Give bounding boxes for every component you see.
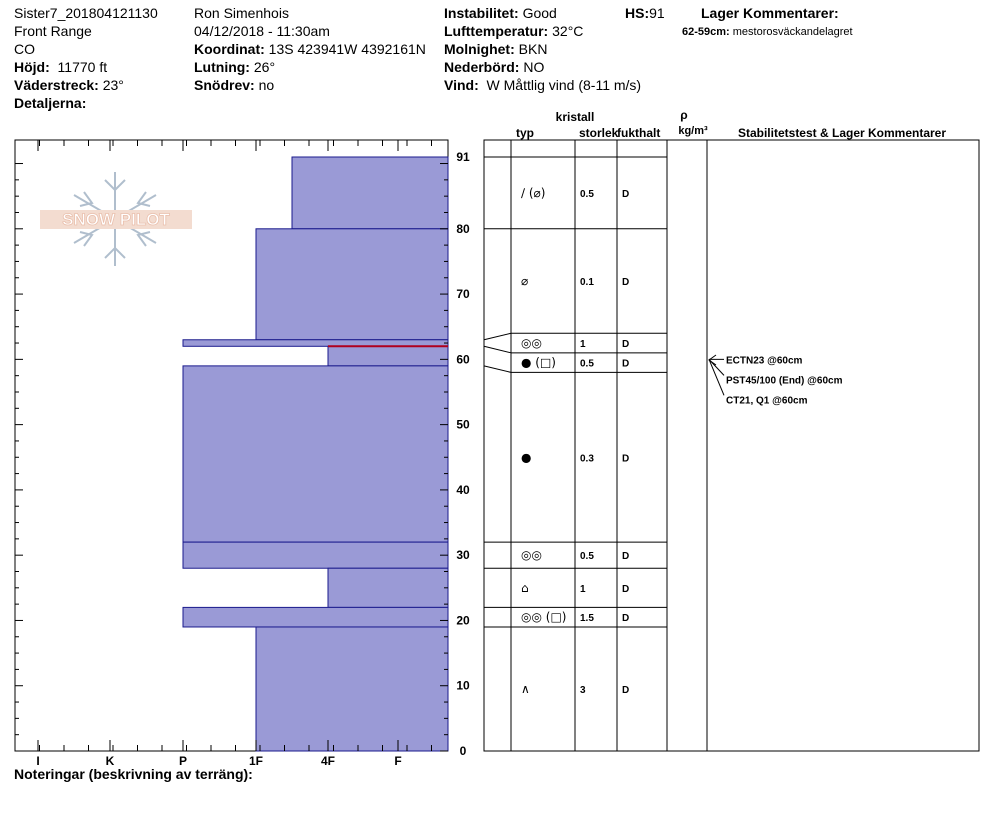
hardness-layers (183, 157, 448, 751)
crystal-size-value: 0.1 (580, 277, 594, 289)
hardness-tick-label: K (105, 754, 115, 768)
moisture-value: D (622, 339, 630, 351)
depth-tick-label: 70 (456, 287, 470, 302)
pit-name: Sister7_201804121130 (14, 5, 158, 21)
crystal-size-value: 1 (580, 339, 586, 351)
depth-tick-label: 60 (456, 352, 470, 367)
depth-axis-labels (456, 150, 470, 758)
header-size: storlek (579, 126, 619, 140)
crystal-size-value: 1 (580, 583, 586, 595)
stability-row: Instabilitet: Good (444, 5, 557, 21)
sky-row: Molnighet: BKN (444, 41, 548, 57)
hardness-tick-label: 4F (320, 754, 336, 768)
hardness-layer-bar (256, 627, 448, 751)
aspect-row: Väderstreck: 23° (14, 77, 124, 93)
header-tests: Stabilitetstest & Lager Kommentarer (737, 126, 947, 140)
wind-row: Vind: W Måttlig vind (8-11 m/s) (444, 77, 642, 93)
depth-connector-line (484, 366, 511, 373)
hs-row: HS:91 (625, 5, 665, 21)
details-row: Detaljerna: (14, 95, 87, 111)
layer-comment-row: 62-59cm: mestorosväckandelagret (682, 26, 853, 38)
depth-tick-label: 0 (459, 744, 467, 758)
crystal-type-symbol: ⌀ (521, 274, 529, 289)
moisture-value: D (622, 613, 630, 625)
crystal-type-symbol: ◎◎ (521, 336, 542, 351)
precip-row: Nederbörd: NO (444, 59, 545, 75)
stability-test-label: PST45/100 (End) @60cm (726, 375, 843, 387)
range-name: Front Range (14, 23, 92, 39)
slope-row: Lutning: 26° (194, 59, 276, 75)
depth-tick-label: 91 (456, 150, 470, 164)
hardness-layer-bar (183, 607, 448, 627)
hardness-tick-label: 1F (248, 754, 264, 768)
header-density: kg/m³ (678, 125, 708, 137)
depth-tick-label: 40 (456, 482, 470, 497)
depth-tick-label: 80 (456, 221, 470, 236)
observer-name: Ron Simenhois (194, 5, 289, 21)
depth-tick-label: 20 (456, 613, 470, 628)
layer-comments-title: Lager Kommentarer: (701, 5, 839, 21)
depth-connector-line (484, 346, 511, 353)
moisture-value: D (622, 277, 630, 289)
depth-tick-label: 30 (456, 548, 470, 563)
depth-tick-label: 50 (456, 417, 470, 432)
crystal-type-symbol: ● (521, 450, 532, 465)
moisture-value: D (622, 583, 630, 595)
notes-label: Noteringar (beskrivning av terräng): (14, 766, 253, 782)
hardness-layer-bar (256, 229, 448, 340)
crystal-table-frame (484, 140, 979, 751)
coord-row: Koordinat: 13S 423941W 4392161N (194, 41, 426, 57)
crystal-size-value: 0.5 (580, 358, 594, 370)
header-crystal: kristall (555, 110, 595, 124)
observation-datetime: 04/12/2018 - 11:30am (194, 23, 330, 39)
stability-test-label: CT21, Q1 @60cm (726, 395, 808, 407)
crystal-size-value: 0.5 (580, 551, 594, 563)
svg-text:SNOW PILOT: SNOW PILOT (62, 210, 170, 229)
elevation-row: Höjd: 11770 ft (14, 59, 108, 75)
hardness-tick-label: I (36, 754, 40, 768)
hardness-layer-bar (292, 157, 448, 229)
crystal-type-symbol: ◎◎ (□) (521, 610, 567, 625)
moisture-value: D (622, 358, 630, 370)
hardness-tick-label: F (394, 754, 402, 768)
crystal-size-value: 0.5 (580, 188, 594, 200)
depth-connector-line (484, 333, 511, 340)
crystal-size-value: 0.3 (580, 453, 594, 465)
stability-test-label: ECTN23 @60cm (726, 355, 803, 367)
hardness-layer-bar (183, 366, 448, 542)
header-type: typ (516, 126, 534, 140)
depth-tick-label: 10 (456, 678, 470, 693)
hardness-tick-label: P (178, 754, 188, 768)
state-name: CO (14, 41, 35, 57)
airtemp-row: Lufttemperatur: 32°C (444, 23, 584, 39)
drift-row: Snödrev: no (194, 77, 275, 93)
crystal-type-symbol: ◎◎ (521, 548, 542, 563)
header-moisture: fukthalt (617, 126, 661, 140)
hardness-layer-bar (183, 542, 448, 568)
moisture-value: D (622, 684, 630, 696)
crystal-type-symbol: ● (□) (521, 355, 556, 370)
test-pointer-line (709, 359, 724, 395)
crystal-size-value: 1.5 (580, 613, 594, 625)
stability-tests (709, 355, 843, 406)
table-headers (516, 108, 946, 140)
crystal-type-symbol: ⌂ (521, 580, 529, 595)
hardness-layer-bar (328, 346, 448, 366)
moisture-value: D (622, 188, 630, 200)
header-rho: ρ (680, 108, 688, 122)
hardness-layer-bar (328, 568, 448, 607)
crystal-size-value: 3 (580, 684, 586, 696)
crystal-type-symbol: ∕ (⌀) (521, 185, 546, 200)
moisture-value: D (622, 453, 630, 465)
moisture-value: D (622, 551, 630, 563)
snowpilot-logo (40, 172, 192, 266)
crystal-type-symbol: ∧ (521, 681, 530, 696)
